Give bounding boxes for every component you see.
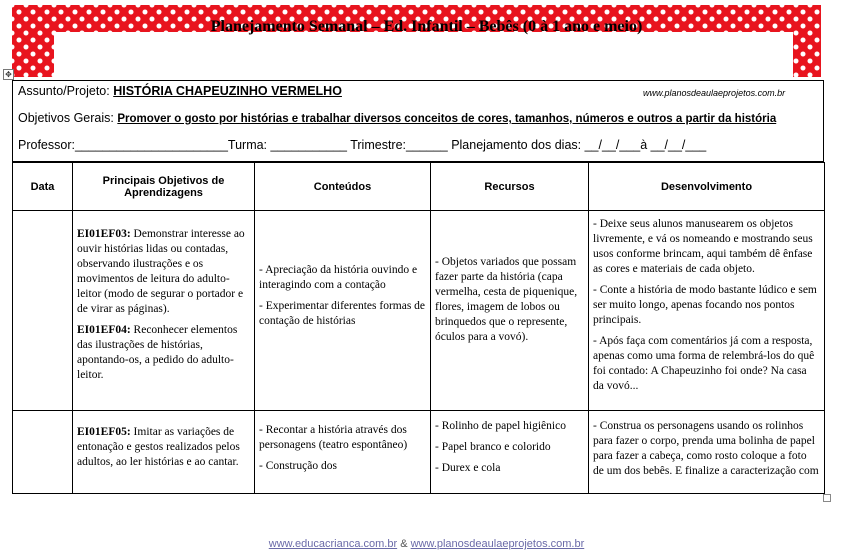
table-header-row	[13, 163, 825, 211]
col-desenvolvimento: Desenvolvimento	[589, 163, 825, 211]
conteudo-item: - Construção dos	[259, 460, 337, 472]
table-move-handle-icon[interactable]: ✥	[3, 69, 14, 80]
footer-link-educacrianca[interactable]: www.educacrianca.com.br	[268, 538, 398, 550]
objetivos-cell[interactable]	[73, 211, 255, 411]
conteudo-item: - Experimentar diferentes formas de contação de histórias	[259, 300, 426, 327]
conteudo-item: - Recontar a história através dos personagens (teatro espontâneo)	[259, 424, 408, 451]
assunto-line	[18, 84, 342, 98]
data-cell[interactable]	[13, 211, 73, 411]
conteudos-cell[interactable]	[255, 411, 431, 494]
desenvolvimento-item: - Construa os personagens usando os rolinhos para fazer o corpo, prenda uma bolinha de papel para fazer a cabeça, como rosto coloque a foto de um dos bebês. E finalize a caracterização com	[593, 420, 819, 477]
recursos-cell[interactable]	[431, 411, 589, 494]
desenvolvimento-cell[interactable]	[589, 411, 825, 494]
objective-text: Imitar as variações de entonação e gestos realizados pelos adultos, ao ler histórias e ao cantar.	[77, 426, 240, 468]
objetivos-label: Objetivos Gerais:	[18, 111, 118, 125]
data-cell[interactable]	[13, 411, 73, 494]
header-box	[12, 80, 824, 162]
assunto-value: HISTÓRIA CHAPEUZINHO VERMELHO	[113, 84, 342, 98]
objetivos-cell[interactable]	[73, 411, 255, 494]
recurso-item: - Objetos variados que possam fazer parte da história (capa vermelha, cesta de piquenique, flores, imagem de lobos ou brinquedos que o represente, óculos para a vovó).	[435, 256, 578, 343]
col-recursos: Recursos	[431, 163, 589, 211]
assunto-label: Assunto/Projeto:	[18, 84, 114, 98]
objective-code: EI01EF04:	[77, 324, 131, 336]
objective-text: Reconhecer elementos das ilustrações de histórias, apontando-os, a pedido do adulto-leitor.	[77, 324, 238, 381]
footer-link-planos[interactable]: www.planosdeaulaeprojetos.com.br	[410, 538, 585, 550]
desenvolvimento-item: - Deixe seus alunos manusearem os objetos livremente, e vá os nomeando e mostrando seus usos conforme brincam, aqui também dê ênfase as cores e materiais de cada objeto.	[593, 218, 813, 275]
desenvolvimento-item: - Após faça com comentários já com a resposta, apenas como uma forma de relembrá-los do quê foi contado: A Chapeuzinho foi onde? Na casa da vovó...	[593, 335, 815, 392]
objective-text: Demonstrar interesse ao ouvir histórias lidas ou contadas, observando ilustrações e os movimentos de leitura do adulto-leitor (modo de segurar o portador e de virar as páginas).	[77, 228, 245, 315]
desenvolvimento-cell[interactable]	[589, 211, 825, 411]
recurso-item: - Durex e cola	[435, 462, 501, 474]
objetivos-line	[18, 111, 776, 125]
footer	[0, 538, 853, 550]
page-title: Planejamento Semanal – Ed. Infantil – Bebês (0 à 1 ano e meio)	[210, 18, 643, 35]
col-data: Data	[13, 163, 73, 211]
planning-table	[12, 162, 825, 494]
table-row	[13, 211, 825, 411]
table-resize-handle[interactable]	[823, 494, 831, 502]
col-objetivos: Principais Objetivos de Aprendizagens	[73, 163, 255, 211]
col-conteudos: Conteúdos	[255, 163, 431, 211]
recurso-item: - Rolinho de papel higiênico	[435, 420, 566, 432]
professor-line: Professor:______________________Turma: ___________ Trimestre:______ Planejamento dos dias: __/__/___à __/__/___	[18, 138, 707, 152]
banner-title-area	[54, 32, 793, 77]
conteudo-item: - Apreciação da história ouvindo e interagindo com a contação	[259, 264, 418, 291]
site-watermark: www.planosdeaulaeprojetos.com.br	[643, 88, 786, 98]
recursos-cell[interactable]	[431, 211, 589, 411]
footer-separator: &	[397, 538, 411, 550]
objective-code: EI01EF05:	[77, 426, 131, 438]
table-row	[13, 411, 825, 494]
conteudos-cell[interactable]	[255, 211, 431, 411]
recurso-item: - Papel branco e colorido	[435, 441, 551, 453]
objective-code: EI01EF03:	[77, 228, 131, 240]
polka-dot-banner	[12, 5, 821, 77]
desenvolvimento-item: - Conte a história de modo bastante lúdico e sem ser muito longo, apenas focando nos pontos principais.	[593, 284, 817, 326]
objetivos-value: Promover o gosto por histórias e trabalhar diversos conceitos de cores, tamanhos, números e outros a partir da história	[117, 113, 777, 125]
